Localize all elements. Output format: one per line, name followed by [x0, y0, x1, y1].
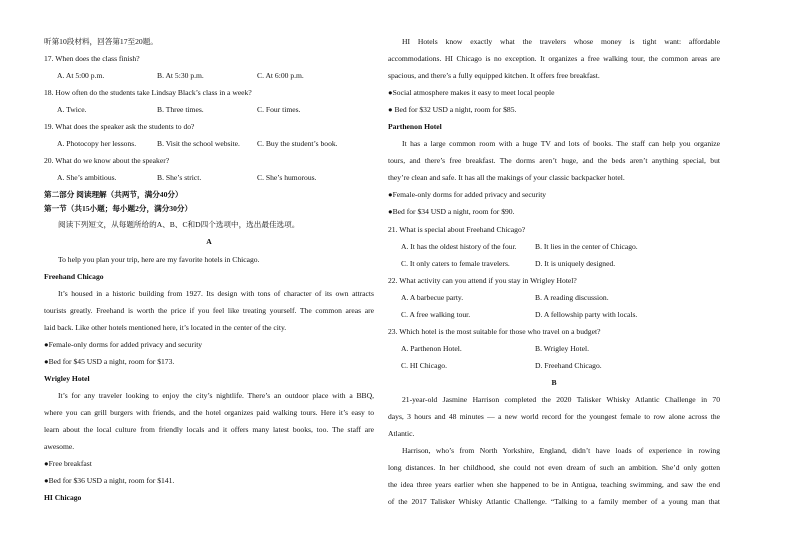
passage-b-title: B: [551, 377, 557, 387]
question-23-options: [388, 340, 720, 357]
hi-bullet: ●Social atmosphere makes it easy to meet local people: [388, 88, 555, 98]
freehand-line: tourists greatly. Freehand is worth the price if you feel like treating yourself. The common areas are: [44, 305, 374, 315]
option-b: B. Visit the school website.: [157, 139, 240, 149]
question-21-options: [388, 238, 720, 255]
wrigley-bullet: ●Free breakfast: [44, 459, 92, 469]
option-a: A. A barbecue party.: [401, 292, 464, 302]
freehand-line: It’s housed in a historic building from 1927. Its design with tons of character of its own attracts: [58, 288, 374, 298]
option-c: C. At 6:00 p.m.: [257, 71, 304, 81]
hi-line: accommodations. HI Chicago is no exception. It organizes a free walking tour, the common areas are: [388, 54, 720, 64]
wrigley-line: awesome.: [44, 442, 75, 452]
wrigley-bullet: ●Bed for $36 USD a night, room for $141.: [44, 476, 175, 486]
question-17-options: [44, 67, 374, 84]
option-a: A. Twice.: [57, 105, 87, 115]
parthenon-line: tours, and there’s free breakfast. The dorms aren’t huge, and the beds aren’t anything special, but: [388, 156, 720, 166]
hi-bullet: ● Bed for $32 USD a night, room for $85.: [388, 105, 517, 115]
part-two-heading: 第二部分 阅读理解（共两节，满分40分）: [44, 190, 183, 200]
hi-line: HI Hotels know exactly what the travelers whose money is tight want: affordable: [402, 37, 720, 46]
option-a: A. Photocopy her lessons.: [57, 139, 137, 149]
option-c: C. It only caters to female travelers.: [401, 258, 510, 268]
question-23-options: [388, 357, 720, 374]
option-d: D. Freehand Chicago.: [535, 360, 602, 370]
question-21-options: [388, 255, 720, 272]
wrigley-line: where you can grill burgers with friends, and the hotel organizes paid walking tours. Here it’s easy to: [44, 407, 374, 417]
question-17-stem: 17. When does the class finish?: [44, 54, 140, 64]
option-c: C. She’s humorous.: [257, 173, 317, 183]
option-c: C. HI Chicago.: [401, 360, 447, 370]
option-b: B. It lies in the center of Chicago.: [535, 241, 638, 251]
hi-chicago-heading: HI Chicago: [44, 493, 82, 503]
reading-instruction: 阅读下列短文，从每题所给的A、B、C和D四个选项中，选出最佳选项。: [58, 220, 300, 230]
option-d: D. It is uniquely designed.: [535, 258, 616, 268]
question-23-stem: 23. Which hotel is the most suitable for those who travel on a budget?: [388, 326, 601, 336]
option-d: D. A fellowship party with locals.: [535, 309, 638, 319]
question-18-stem: 18. How often do the students take Lindsay Black’s class in a week?: [44, 88, 252, 98]
option-b: B. At 5:30 p.m.: [157, 71, 204, 81]
option-c: C. A free walking tour.: [401, 309, 471, 319]
question-20-options: [44, 169, 374, 186]
option-b: B. A reading discussion.: [535, 292, 609, 302]
option-b: B. Wrigley Hotel.: [535, 343, 589, 353]
listening-intro: 听第10段材料，回答第17至20题。: [44, 37, 158, 46]
option-a: A. She’s ambitious.: [57, 173, 117, 183]
passage-b-line: long distances. In her childhood, she could not even dream of such an ambition. She’d only gotten: [388, 463, 720, 473]
question-20-stem: 20. What do we know about the speaker?: [44, 156, 170, 166]
question-19-options: [44, 135, 374, 152]
question-21-stem: 21. What is special about Freehand Chicago?: [388, 224, 526, 234]
parthenon-bullet: ●Female-only dorms for added privacy and security: [388, 190, 547, 200]
passage-b-line: of the 2017 Talisker Whisky Atlantic Challenge. “Talking to a family member of a young man that: [388, 497, 720, 507]
passage-b-line: the idea three years earlier when she happened to be in Antigua, teaching swimming, and saw the end: [388, 480, 720, 490]
option-a: A. It has the oldest history of the four.: [401, 241, 517, 251]
passage-b-line: Harrison, who’s from North Yorkshire, England, didn’t have loads of experience in rowing: [402, 446, 720, 456]
wrigley-heading: Wrigley Hotel: [44, 373, 90, 383]
option-a: A. At 5:00 p.m.: [57, 71, 105, 81]
question-22-options: [388, 289, 720, 306]
passage-b-line: days, 3 hours and 48 minutes — a new world record for the youngest female to row alone across the: [388, 412, 720, 422]
passage-b-line: 21-year-old Jasmine Harrison completed the 2020 Talisker Whisky Atlantic Challenge in 70: [402, 394, 720, 404]
parthenon-bullet: ●Bed for $34 USD a night, room for $90.: [388, 207, 515, 217]
passage-b-line: Atlantic.: [388, 429, 415, 439]
left-column: [44, 33, 374, 506]
freehand-heading: Freehand Chicago: [44, 271, 104, 281]
question-22-stem: 22. What activity can you attend if you stay in Wrigley Hotel?: [388, 275, 577, 285]
freehand-bullet: ●Bed for $45 USD a night, room for $173.: [44, 356, 175, 366]
option-b: B. She’s strict.: [157, 173, 202, 183]
parthenon-line: they’re clean and safe. It has all the makings of your classic backpacker hotel.: [388, 173, 625, 183]
right-column: [388, 33, 720, 510]
section-one-heading: 第一节（共15小题；每小题2分，满分30分）: [44, 204, 193, 214]
option-b: B. Three times.: [157, 105, 204, 115]
parthenon-heading: Parthenon Hotel: [388, 122, 442, 132]
freehand-bullet: ●Female-only dorms for added privacy and security: [44, 339, 203, 349]
hi-line: spacious, and there’s a fully equipped kitchen. It offers free breakfast.: [388, 71, 600, 81]
option-c: C. Buy the student’s book.: [257, 139, 338, 149]
parthenon-line: It has a large common room with a huge TV and lots of books. The staff can help you organize: [402, 139, 720, 149]
freehand-line: laid back. Like other hotels mentioned here, it’s located in the center of the city.: [44, 322, 287, 332]
wrigley-line: learn about the local culture from friendly locals and it offers many latest books, too. The staff are: [44, 424, 374, 434]
option-c: C. Four times.: [257, 105, 301, 115]
passage-a-intro: To help you plan your trip, here are my favorite hotels in Chicago.: [58, 254, 260, 264]
passage-a-title: A: [206, 237, 212, 247]
question-19-stem: 19. What does the speaker ask the students to do?: [44, 122, 195, 132]
question-18-options: [44, 101, 374, 118]
question-22-options: [388, 306, 720, 323]
option-a: A. Parthenon Hotel.: [401, 343, 462, 353]
wrigley-line: It’s for any traveler looking to enjoy the city’s nightlife. There’s an outdoor place with a BBQ,: [58, 390, 374, 400]
